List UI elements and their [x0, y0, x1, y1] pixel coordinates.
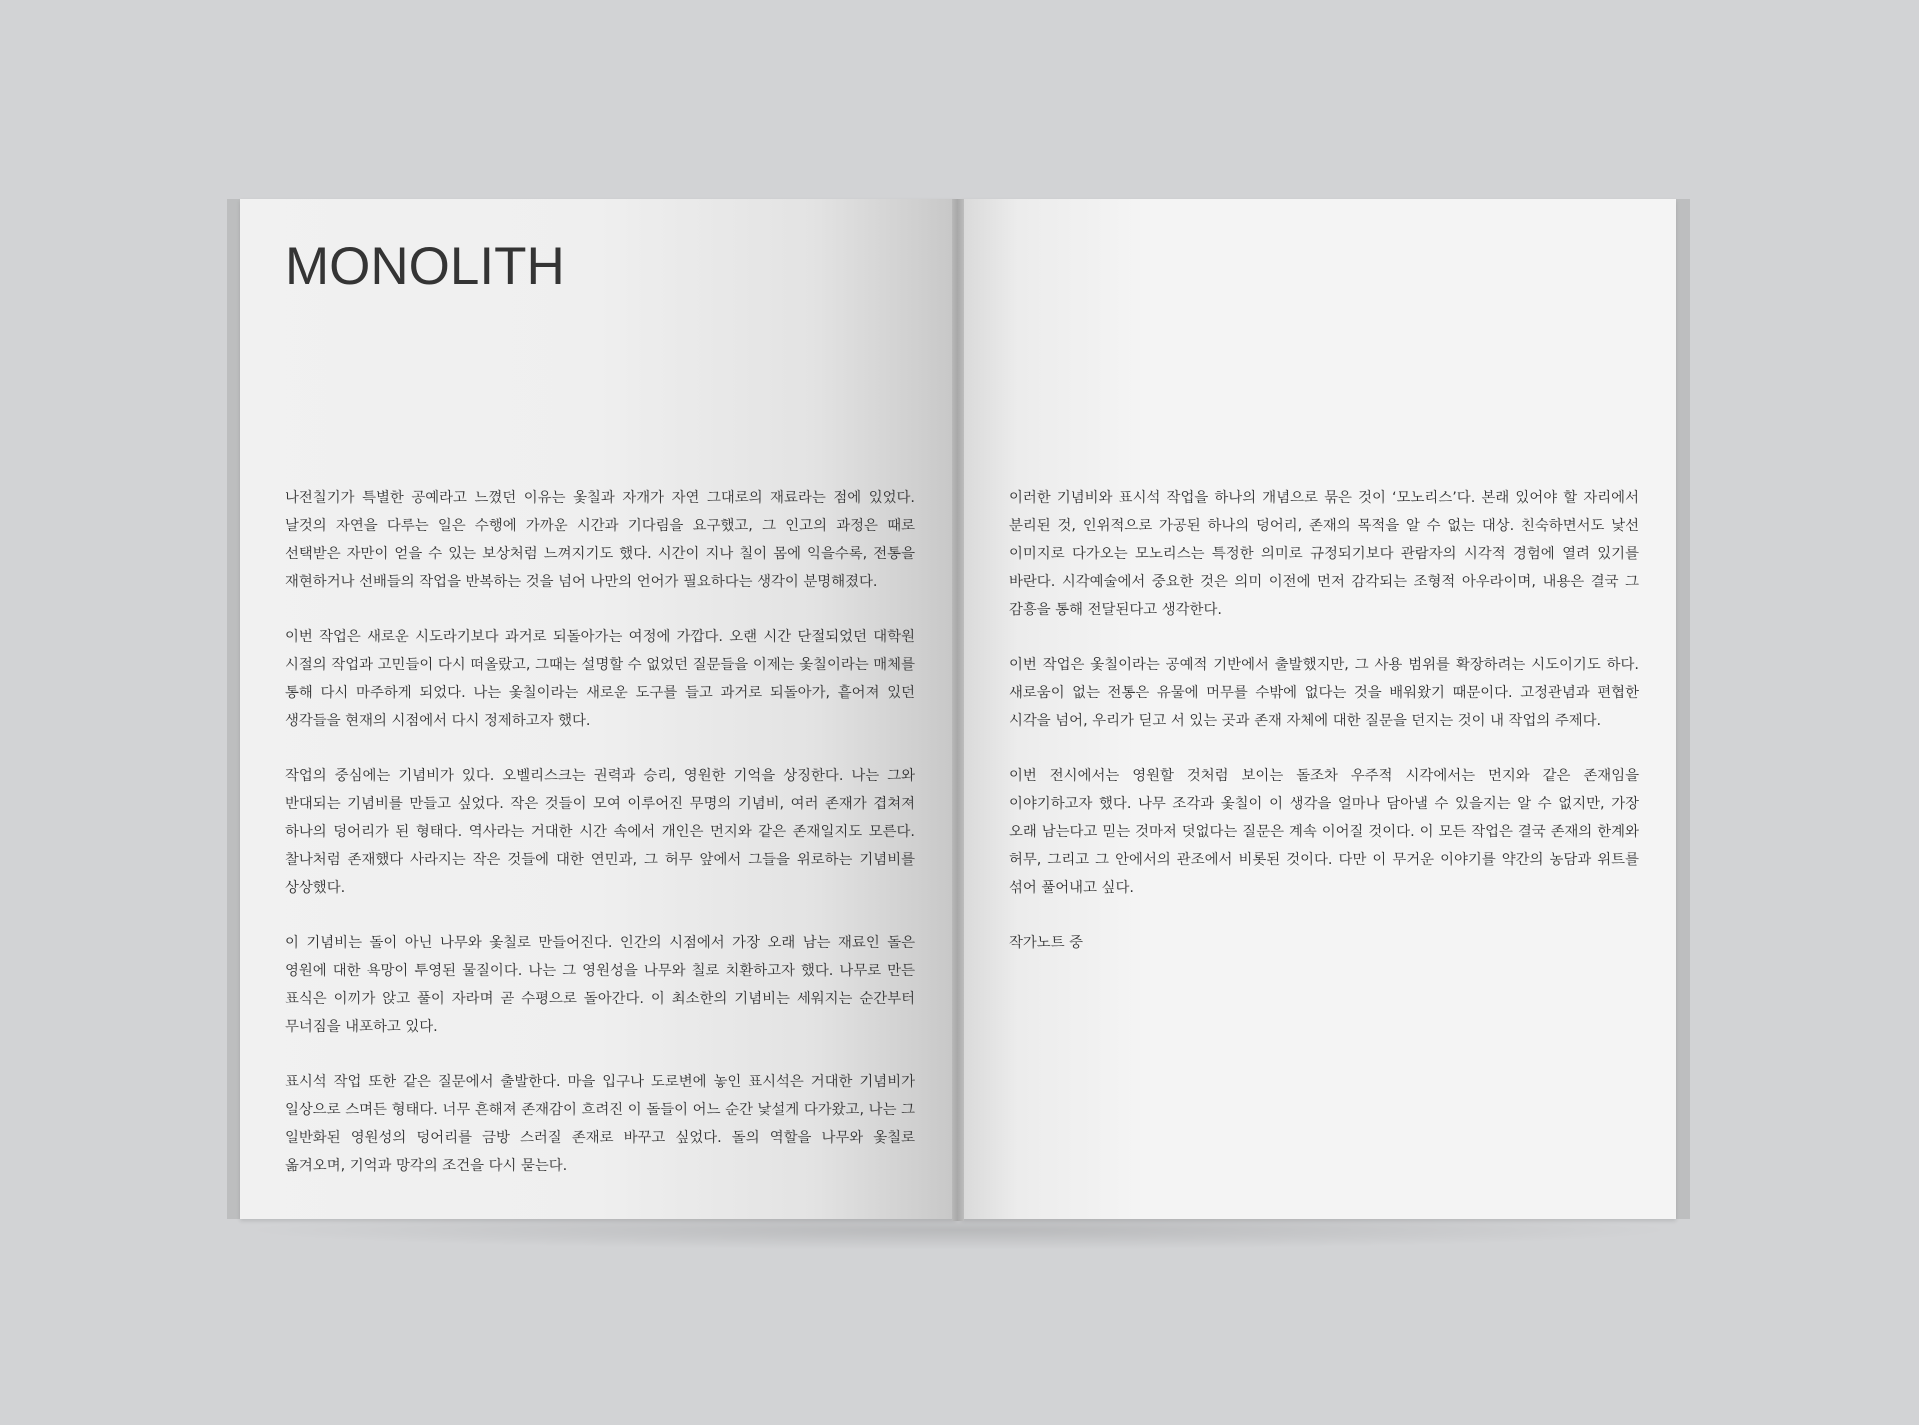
paragraph: 나전칠기가 특별한 공예라고 느꼈던 이유는 옻칠과 자개가 자연 그대로의 재료라는 점에 있었다. 날것의 자연을 다루는 일은 수행에 가까운 시간과 기다림을 요구했고, 그 인고의 과정은 때로 선택받은 자만이 얻을 수 있는 보상처럼 느껴지기도 했다. 시간이 지나 칠이 몸에 익을수록, 전통을 재현하거나 선배들의 작업을 반복하는 것을 넘어 나만의 언어가 필요하다는 생각이 분명해졌다. [285, 490, 915, 590]
left-body-text [285, 484, 915, 1207]
cover-edge-left [227, 199, 241, 1219]
paragraph: 이러한 기념비와 표시석 작업을 하나의 개념으로 묶은 것이 ‘모노리스’다. 본래 있어야 할 자리에서 분리된 것, 인위적으로 가공된 하나의 덩어리, 존재의 목적을 알 수 없는 대상. 친숙하면서도 낯선 이미지로 다가오는 모노리스는 특정한 의미로 규정되기보다 관람자의 시각적 경험에 열려 있기를 바란다. 시각예술에서 중요한 것은 의미 이전에 먼저 감각되는 조형적 아우라이며, 내용은 결국 그 감흥을 통해 전달된다고 생각한다. [1009, 490, 1639, 618]
paragraph: 작업의 중심에는 기념비가 있다. 오벨리스크는 권력과 승리, 영원한 기억을 상징한다. 나는 그와 반대되는 기념비를 만들고 싶었다. 작은 것들이 모여 이루어진 무명의 기념비, 여러 존재가 겹쳐져 하나의 덩어리가 된 형태다. 역사라는 거대한 시간 속에서 개인은 먼지와 같은 존재일지도 모른다. 찰나처럼 존재했다 사라지는 작은 것들에 대한 연민과, 그 허무 앞에서 그들을 위로하는 기념비를 상상했다. [285, 768, 915, 896]
paragraph: 이번 전시에서는 영원할 것처럼 보이는 돌조차 우주적 시각에서는 먼지와 같은 존재임을 이야기하고자 했다. 나무 조각과 옻칠이 이 생각을 얼마나 담아낼 수 있을지는 알 수 없지만, 가장 오래 남는다고 믿는 것마저 덧없다는 질문은 계속 이어질 것이다. 이 모든 작업은 결국 존재의 한계와 허무, 그리고 그 안에서의 관조에서 비롯된 것이다. 다만 이 무거운 이야기를 약간의 농담과 위트를 섞어 풀어내고 싶다. [1009, 768, 1639, 896]
book-gutter [952, 199, 964, 1221]
signature-note: 작가노트 중 [1009, 935, 1084, 951]
page-title: MONOLITH [285, 237, 565, 296]
right-page [961, 199, 1676, 1219]
left-page [240, 199, 956, 1219]
paragraph: 이번 작업은 옻칠이라는 공예적 기반에서 출발했지만, 그 사용 범위를 확장하려는 시도이기도 하다. 새로움이 없는 전통은 유물에 머무를 수밖에 없다는 것을 배워왔기 때문이다. 고정관념과 편협한 시각을 넘어, 우리가 딛고 서 있는 곳과 존재 자체에 대한 질문을 던지는 것이 내 작업의 주제다. [1009, 657, 1639, 729]
paragraph: 이번 작업은 새로운 시도라기보다 과거로 되돌아가는 여정에 가깝다. 오랜 시간 단절되었던 대학원 시절의 작업과 고민들이 다시 떠올랐고, 그때는 설명할 수 없었던 질문들을 이제는 옻칠이라는 매체를 통해 다시 마주하게 되었다. 나는 옻칠이라는 새로운 도구를 들고 과거로 되돌아가, 흩어져 있던 생각들을 현재의 시점에서 다시 정제하고자 했다. [285, 629, 915, 729]
right-body-text [1009, 484, 1639, 957]
paragraph: 이 기념비는 돌이 아닌 나무와 옻칠로 만들어진다. 인간의 시점에서 가장 오래 남는 재료인 돌은 영원에 대한 욕망이 투영된 물질이다. 나는 그 영원성을 나무와 칠로 치환하고자 했다. 나무로 만든 표식은 이끼가 앉고 풀이 자라며 곧 수평으로 돌아간다. 이 최소한의 기념비는 세워지는 순간부터 무너짐을 내포하고 있다. [285, 935, 915, 1035]
cover-edge-right [1676, 199, 1690, 1219]
paragraph: 표시석 작업 또한 같은 질문에서 출발한다. 마을 입구나 도로변에 놓인 표시석은 거대한 기념비가 일상으로 스며든 형태다. 너무 흔해져 존재감이 흐려진 이 돌들이 어느 순간 낯설게 다가왔고, 나는 그 일반화된 영원성의 덩어리를 금방 스러질 존재로 바꾸고 싶었다. 돌의 역할을 나무와 옻칠로 옮겨오며, 기억과 망각의 조건을 다시 묻는다. [285, 1074, 915, 1174]
